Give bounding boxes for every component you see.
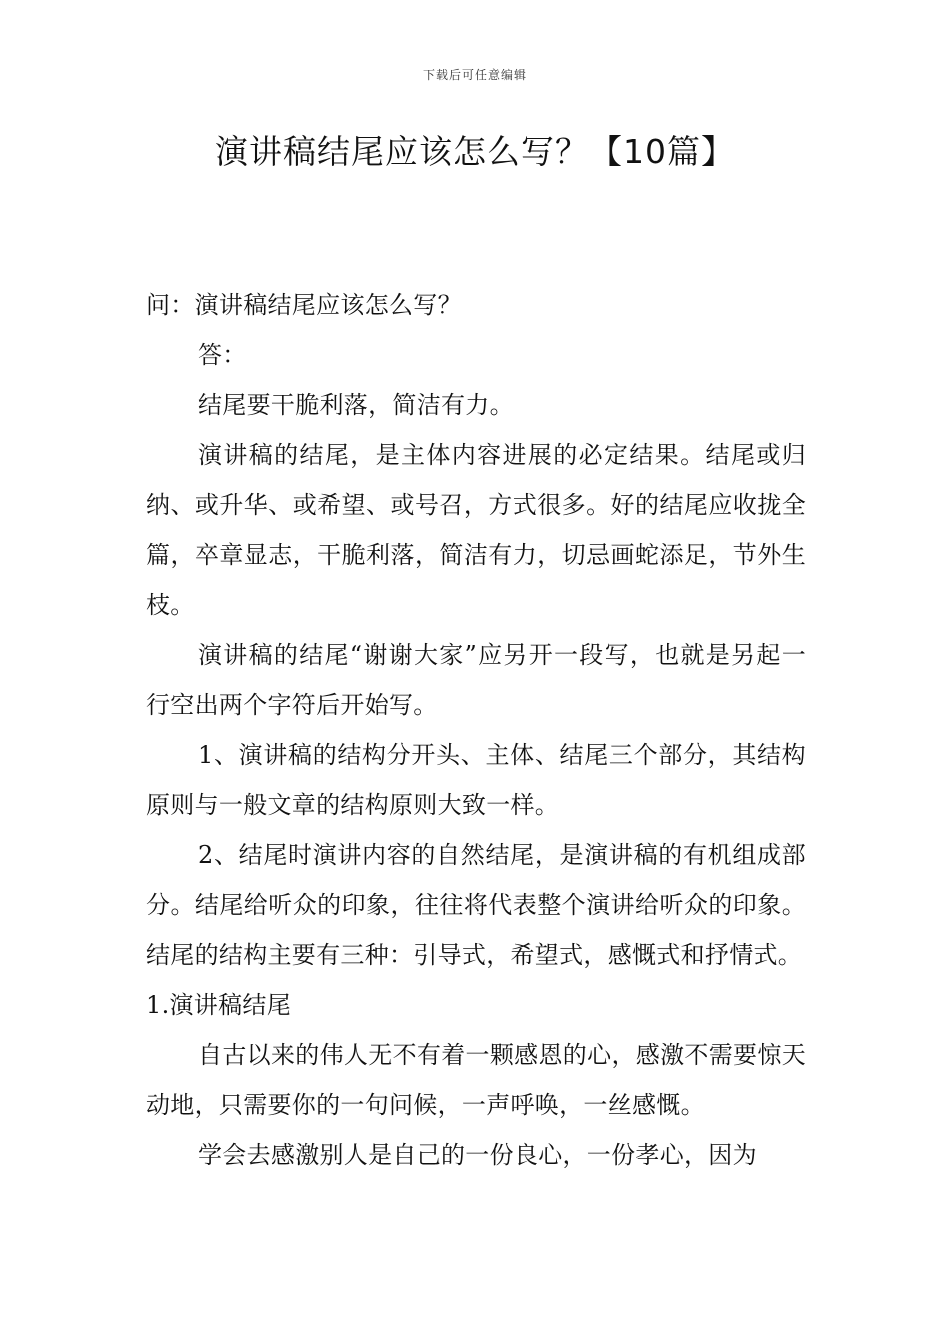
- paragraph-answer-label: 答：: [198, 341, 247, 369]
- paragraph: 1、演讲稿的结构分开头、主体、结尾三个部分，其结构原则与一般文章的结构原则大致一样。: [146, 741, 806, 819]
- paragraph-question: 问：演讲稿结尾应该怎么写？: [146, 291, 462, 319]
- paragraph: 结尾要干脆利落，简洁有力。: [198, 391, 514, 419]
- paragraph: 自古以来的伟人无不有着一颗感恩的心，感激不需要惊天动地，只需要你的一句问候，一声呼唤，一丝感慨。: [146, 1041, 806, 1119]
- document-body: [146, 280, 806, 1180]
- section-heading: 1.演讲稿结尾: [146, 991, 291, 1019]
- document-title: 演讲稿结尾应该怎么写？【10篇】: [215, 132, 735, 171]
- header-note: 下载后可任意编辑: [422, 68, 527, 82]
- paragraph: 2、结尾时演讲内容的自然结尾，是演讲稿的有机组成部分。结尾给听众的印象，往往将代表整个演讲给听众的印象。结尾的结构主要有三种：引导式，希望式，感慨式和抒情式。: [146, 841, 806, 969]
- paragraph: 学会去感激别人是自己的一份良心，一份孝心，因为: [198, 1141, 757, 1169]
- paragraph: 演讲稿的结尾“谢谢大家”应另开一段写，也就是另起一行空出两个字符后开始写。: [146, 641, 806, 719]
- paragraph: 演讲稿的结尾，是主体内容进展的必定结果。结尾或归纳、或升华、或希望、或号召，方式很多。好的结尾应收拢全篇，卒章显志，干脆利落，简洁有力，切忌画蛇添足，节外生枝。: [146, 441, 806, 619]
